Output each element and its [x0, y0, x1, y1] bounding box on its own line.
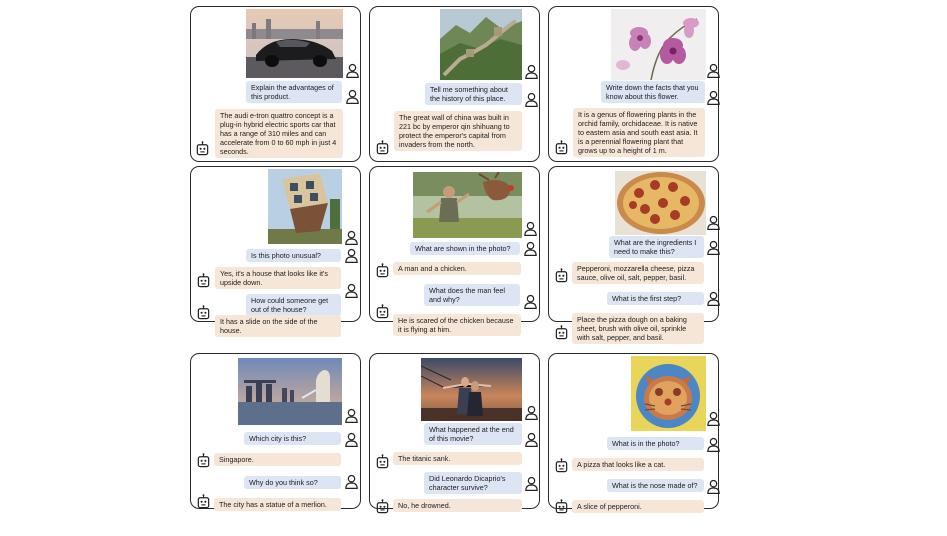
user-icon: [706, 63, 721, 78]
cat-shaped-pizza-photo: [631, 356, 706, 431]
bot-message-bubble: No, he drowned.: [393, 499, 522, 512]
user-message-bubble: Is this photo unusual?: [246, 249, 341, 262]
user-icon: [524, 64, 539, 79]
user-icon: [706, 90, 721, 105]
robot-icon: [375, 140, 390, 155]
user-icon: [344, 474, 359, 489]
bot-message-bubble: Place the pizza dough on a baking sheet, brush with olive oil, sprinkle with salt, pepper, and basil.: [572, 313, 704, 344]
user-icon: [344, 230, 359, 245]
user-message-bubble: What does the man feel and why?: [424, 284, 520, 306]
user-message-bubble: Tell me something about the history of this place.: [425, 83, 522, 105]
user-icon: [344, 248, 359, 263]
titanic-movie-scene-photo: [421, 358, 522, 421]
bot-message-bubble: It has a slide on the side of the house.: [215, 315, 341, 337]
robot-icon: [196, 453, 211, 468]
panel-great-wall: [369, 6, 540, 162]
panel-titanic: [369, 353, 540, 509]
bot-message-bubble: Pepperoni, mozzarella cheese, pizza sauce, olive oil, salt, pepper, basil.: [572, 262, 704, 284]
panel-singapore: [190, 353, 361, 509]
user-icon: [344, 283, 359, 298]
robot-icon: [554, 325, 569, 340]
robot-icon: [196, 494, 211, 509]
robot-icon: [375, 499, 390, 514]
user-message-bubble: Did Leonardo Dicaprio's character survive?: [424, 472, 522, 494]
panel-orchid: [548, 6, 719, 162]
user-icon: [706, 291, 721, 306]
user-icon: [345, 63, 360, 78]
singapore-merlion-photo: [238, 358, 342, 425]
user-message-bubble: What is the nose made of?: [607, 479, 704, 492]
bot-message-bubble: It is a genus of flowering plants in the orchid family, orchidaceae. It is native to eastern asia and south east asia. It is a perennial flowering plant that grows up to a height of 1 m.: [573, 108, 705, 157]
audi-sports-car-photo: [246, 9, 343, 78]
user-icon: [523, 294, 538, 309]
bot-message-bubble: He is scared of the chicken because it is flying at him.: [393, 314, 521, 336]
panel-pizza: [548, 166, 719, 342]
robot-icon: [554, 140, 569, 155]
user-message-bubble: Why do you think so?: [244, 476, 341, 489]
user-icon: [344, 432, 359, 447]
robot-icon: [375, 304, 390, 319]
user-icon: [523, 221, 538, 236]
user-icon: [524, 476, 539, 491]
robot-icon: [554, 268, 569, 283]
pizza-photo: [615, 171, 706, 235]
user-icon: [706, 411, 721, 426]
bot-message-bubble: The titanic sank.: [393, 452, 522, 465]
user-icon: [524, 432, 539, 447]
user-message-bubble: Which city is this?: [244, 432, 341, 445]
user-message-bubble: What are the ingredients I need to make this?: [609, 236, 704, 258]
bot-message-bubble: The great wall of china was built in 221 bc by emperor qin shihuang to protect the emperor's capital from invaders from the north.: [394, 111, 522, 151]
bot-message-bubble: The city has a statue of a merlion.: [214, 498, 341, 511]
user-icon: [344, 408, 359, 423]
panel-house: [190, 166, 361, 335]
user-icon: [706, 479, 721, 494]
panel-chicken: [369, 166, 540, 334]
user-icon: [523, 241, 538, 256]
robot-icon: [196, 305, 211, 320]
bot-message-bubble: A pizza that looks like a cat.: [572, 458, 704, 471]
robot-icon: [554, 458, 569, 473]
user-icon: [706, 437, 721, 452]
bot-message-bubble: The audi e-tron quattro concept is a plug-in hybrid electric sports car that has a range of 310 miles and can accelerate from 0 to 60 mph in just 4 seconds.: [215, 109, 343, 158]
bot-message-bubble: A man and a chicken.: [393, 262, 521, 275]
man-and-chicken-photo: [413, 172, 522, 238]
robot-icon: [195, 141, 210, 156]
bot-message-bubble: Yes, it's a house that looks like it's upside down.: [215, 267, 341, 289]
user-icon: [524, 405, 539, 420]
user-message-bubble: How could someone get out of the house?: [246, 294, 341, 316]
panel-car: [190, 6, 361, 162]
robot-icon: [554, 499, 569, 514]
panel-cat-pizza: [548, 353, 719, 509]
orchid-flower-photo: [611, 9, 706, 80]
bot-message-bubble: Singapore.: [214, 453, 341, 466]
user-icon: [706, 215, 721, 230]
user-icon: [524, 92, 539, 107]
great-wall-photo: [440, 9, 522, 80]
user-message-bubble: Write down the facts that you know about this flower.: [601, 81, 705, 103]
user-message-bubble: What happened at the end of this movie?: [424, 423, 522, 445]
upside-down-house-photo: [268, 169, 342, 244]
robot-icon: [375, 263, 390, 278]
user-icon: [706, 240, 721, 255]
user-message-bubble: What is in the photo?: [607, 437, 704, 450]
user-message-bubble: What is the first step?: [607, 292, 704, 305]
robot-icon: [375, 454, 390, 469]
user-icon: [345, 89, 360, 104]
robot-icon: [196, 273, 211, 288]
user-message-bubble: Explain the advantages of this product.: [246, 81, 342, 103]
bot-message-bubble: A slice of pepperoni.: [572, 500, 704, 513]
user-message-bubble: What are shown in the photo?: [410, 242, 520, 255]
